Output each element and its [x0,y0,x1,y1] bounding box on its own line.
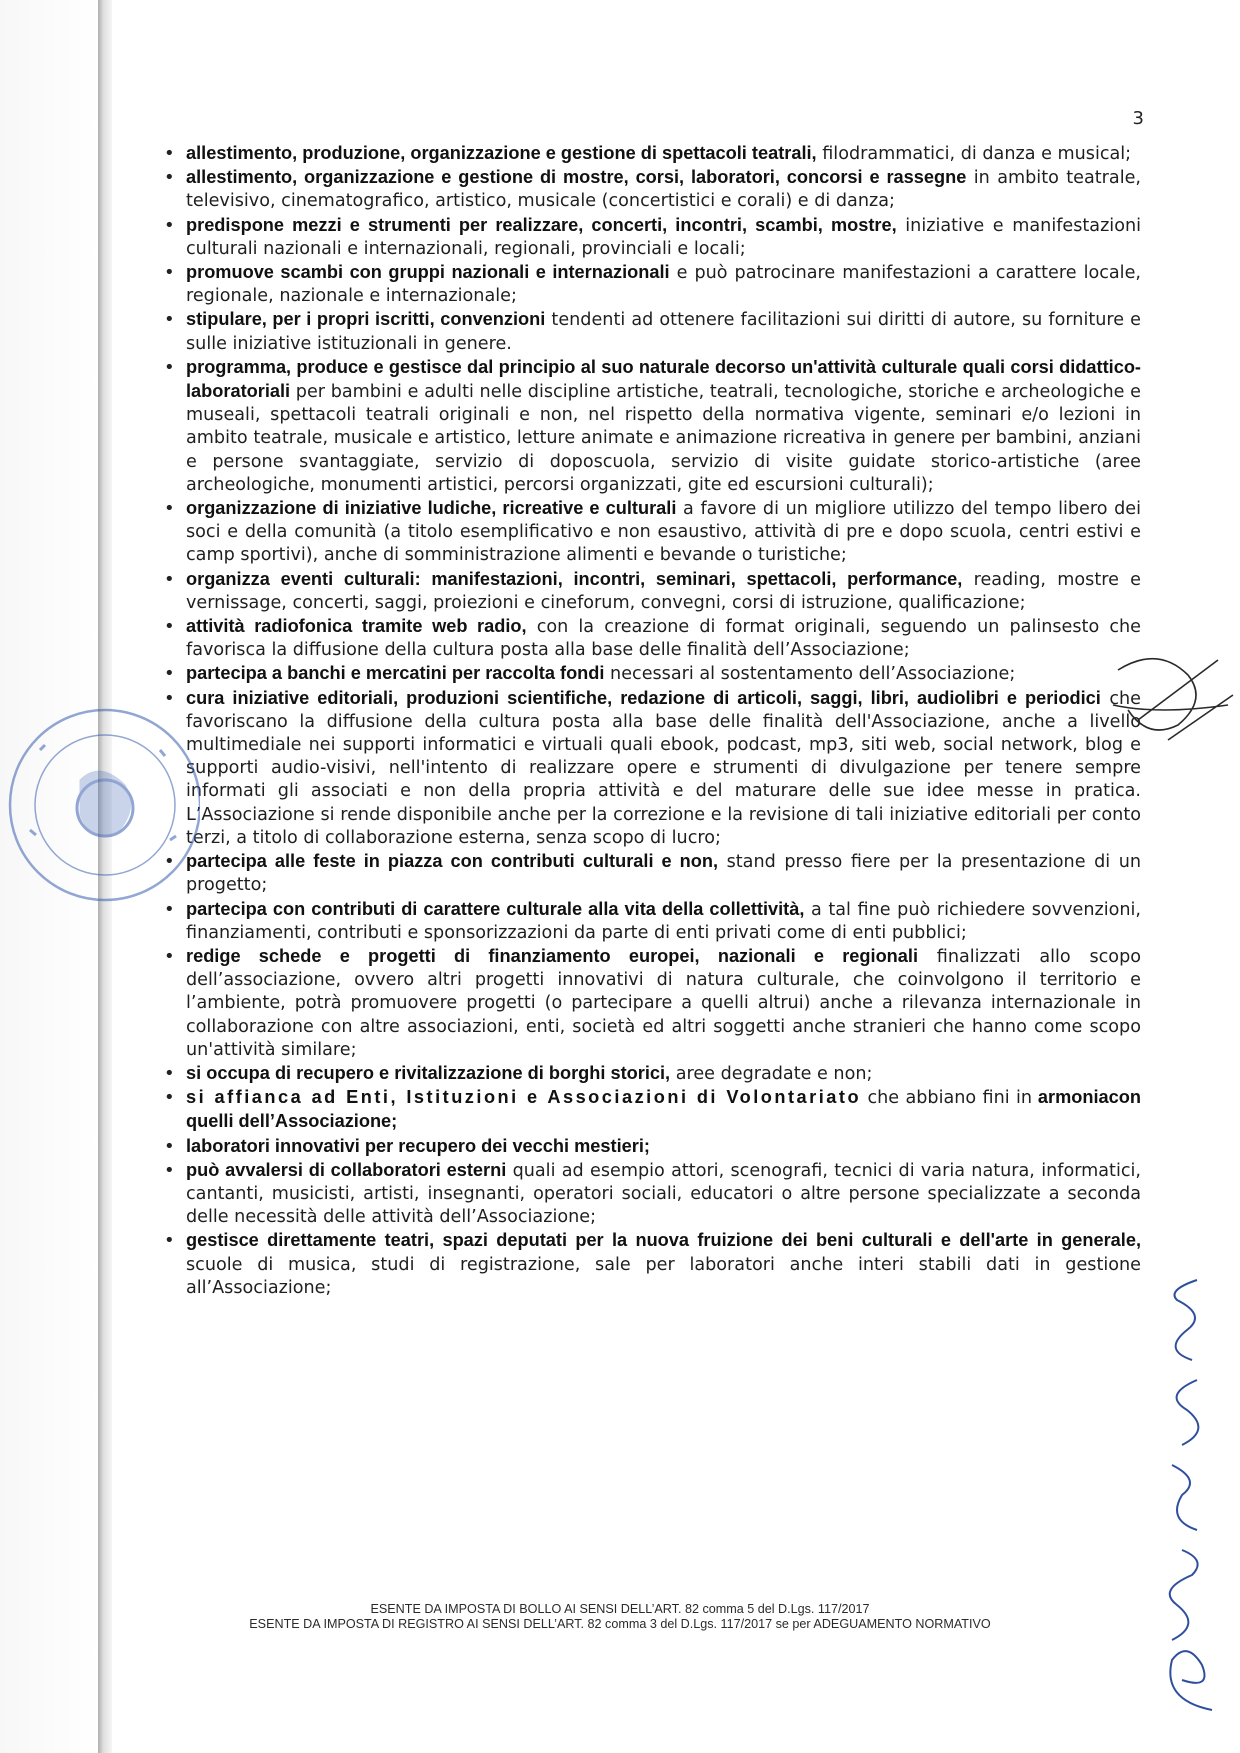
item-bold: partecipa con contributi di carattere culturale alla vita della collettività, [186,898,805,919]
item-bold: allestimento, produzione, organizzazione e gestione di spettacoli teatrali, [186,143,817,163]
item-bold: redige schede e progetti di finanziamento europei, nazionali e regionali [186,945,919,966]
item-text: reading, mostre e vernissage, concerti, saggi, proiezioni e cineforum, convegni, corsi di istruzione, qualificazione; [186,569,1141,613]
item-text: con la creazione di format originali, seguendo un palinsesto che favorisca la diffusione della cultura posta alla base delle finalità dell’Associazione; [186,617,1141,661]
list-item [186,1135,1141,1159]
item-text: in ambito teatrale, televisivo, cinematografico, artistico, musicale (concertistici e corali) e di danza; [186,168,1141,212]
list-item [186,142,1141,166]
item-text: tendenti ad ottenere facilitazioni sui diritti di autore, su forniture e sulle iniziative istituzionali in genere. [186,310,1141,354]
list-item [186,214,1141,261]
list-item [186,850,1141,897]
item-bold: allestimento, organizzazione e gestione di mostre, corsi, laboratori, concorsi e rassegne [186,167,967,188]
item-bold: predispone mezzi e strumenti per realizzare, concerti, incontri, scambi, mostre, [186,214,897,235]
item-text: che abbiano fini in [861,1088,1033,1109]
statute-article-body [186,142,1141,1300]
item-text: filodrammatici, di danza e musical; [816,144,1132,164]
item-text: e può patrocinare manifestazioni a carattere locale, regionale, nazionale e internazionale; [186,263,1141,307]
item-text: a favore di un migliore utilizzo del tempo libero dei soci e della comunità (a titolo esemplificativo e non esaustivo, attività di pre e dopo scuola, centri estivi e camp sportivi), anche di somministrazione alimenti e bevande o turistiche; [186,499,1141,566]
item-bold-tail: armoniacon quelli dell’Associazione; [186,1087,1141,1132]
item-text: a tal fine può richiedere sovvenzioni, finanziamenti, contributi e sponsorizzazioni da parte di enti privati come di enti pubblici; [186,899,1141,943]
list-item [186,687,1141,850]
item-bold: si affianca ad Enti, Istituzioni e Associazioni di Volontariato [186,1087,862,1108]
list-item [186,308,1141,355]
item-text: per bambini e adulti nelle discipline artistiche, teatrali, tecnologiche, storiche e archeologiche e museali, spettacoli teatrali originali e non, nel rispetto della normativa vigente, seminari e/o lezioni in ambito teatrale, musicale e artistico, letture animate e animazione ricreativa in genere per bambini, anziani e persone svantaggiate, servizio di doposcuola, servizio di visite guidate storico-artistiche (aree archeologiche, monumenti artistici, percorsi organizzati, gite ed escursioni culturali); [186,382,1141,495]
item-bold: organizza eventi culturali: manifestazioni, incontri, seminari, spettacoli, performance, [186,568,963,589]
item-bold: programma, produce e gestisce dal principio al suo naturale decorso un'attività culturale quali corsi didattico-laboratoriali [186,356,1141,402]
item-bold: gestisce direttamente teatri, spazi deputati per la nuova fruizione dei beni culturali e dell'arte in generale, [186,1230,1141,1251]
item-bold: partecipa alle feste in piazza con contributi culturali e non, [186,851,719,872]
item-text: aree degradate e non; [670,1063,873,1084]
list-item [186,662,1141,686]
list-item [186,356,1141,497]
handwritten-initial [1098,650,1238,760]
list-item [186,1062,1141,1086]
item-bold: si occupa di recupero e rivitalizzazione di borghi storici, [186,1062,671,1083]
page-number: 3 [1132,108,1144,129]
item-text: scuole di musica, studi di registrazione, sale per laboratori anche interi stabili dati in gestione all’Associazione; [186,1254,1141,1298]
item-bold: laboratori innovativi per recupero dei vecchi mestieri; [186,1135,650,1156]
list-item [186,261,1141,308]
item-bold: promuove scambi con gruppi nazionali e internazionali [186,262,670,283]
official-stamp [0,690,200,920]
item-bold: attività radiofonica tramite web radio, [186,616,527,637]
item-text: che favoriscano la diffusione della cultura posta alla base delle finalità dell'Associazione, anche a livello multimediale nei supporti informatici e virtuali quali ebook, podcast, mp3, siti web, social network, blog e supporti audio-visivi, nell'intento di realizzare opere e strumenti di divulgazione per tenere sempre informati gli associati e non della propria attività e del maturare delle sue idee messe in pratica. L’Associazione si rende disponibile anche per la correzione e la revisione di tali iniziative editoriali per conto terzi, a titolo di collaborazione esterna, senza scopo di lucro; [186,688,1142,848]
item-text: quali ad esempio attori, scenografi, tecnici di varia natura, informatici, cantanti, musicisti, artisti, insegnanti, operatori sociali, educatori o altre persone specializzate a seconda delle necessità delle attività dell’Associazione; [186,1160,1141,1228]
list-item [186,898,1141,945]
activity-list [186,142,1141,1300]
item-bold: stipulare, per i propri iscritti, convenzioni [186,309,546,330]
footer-line-2: ESENTE DA IMPOSTA DI REGISTRO AI SENSI DELL’ART. 82 comma 3 del D.Lgs. 117/2017 se per ADEGUAMENTO NORMATIVO [249,1617,991,1631]
list-item [186,1159,1141,1230]
footer-line-1: ESENTE DA IMPOSTA DI BOLLO AI SENSI DELL’ART. 82 comma 5 del D.Lgs. 117/2017 [370,1602,870,1616]
list-item [186,568,1141,615]
item-bold: può avvalersi di collaboratori esterni [186,1159,507,1180]
item-text: iniziative e manifestazioni culturali nazionali e internazionali, regionali, provinciali e locali; [186,215,1141,259]
list-item [186,1229,1141,1300]
item-bold: partecipa a banchi e mercatini per raccolta fondi [186,663,605,684]
item-bold: organizzazione di iniziative ludiche, ricreative e culturali [186,498,677,519]
handwritten-signature [1142,1270,1232,1730]
item-text: necessari al sostentamento dell’Associazione; [604,664,1016,685]
item-text: stand presso fiere per la presentazione di un progetto; [186,852,1141,896]
item-text: finalizzati allo scopo dell’associazione, ovvero altri progetti innovativi di natura culturale, che coinvolgono il territorio e l’ambiente, potrà promuovere progetti (o partecipare a quelli altrui) anche a rilevanza internazionale in collaborazione con altre associazioni, enti, società ed altri soggetti anche stranieri che hanno come scopo un'attività similare; [186,946,1142,1060]
item-bold: cura iniziative editoriali, produzioni scientifiche, redazione di articoli, saggi, libri, audiolibri e periodici [186,687,1101,708]
list-item [186,166,1141,213]
tax-exemption-footer [0,1602,1240,1632]
list-item [186,945,1141,1062]
list-item [186,497,1141,568]
list-item [186,615,1141,662]
list-item [186,1086,1141,1134]
